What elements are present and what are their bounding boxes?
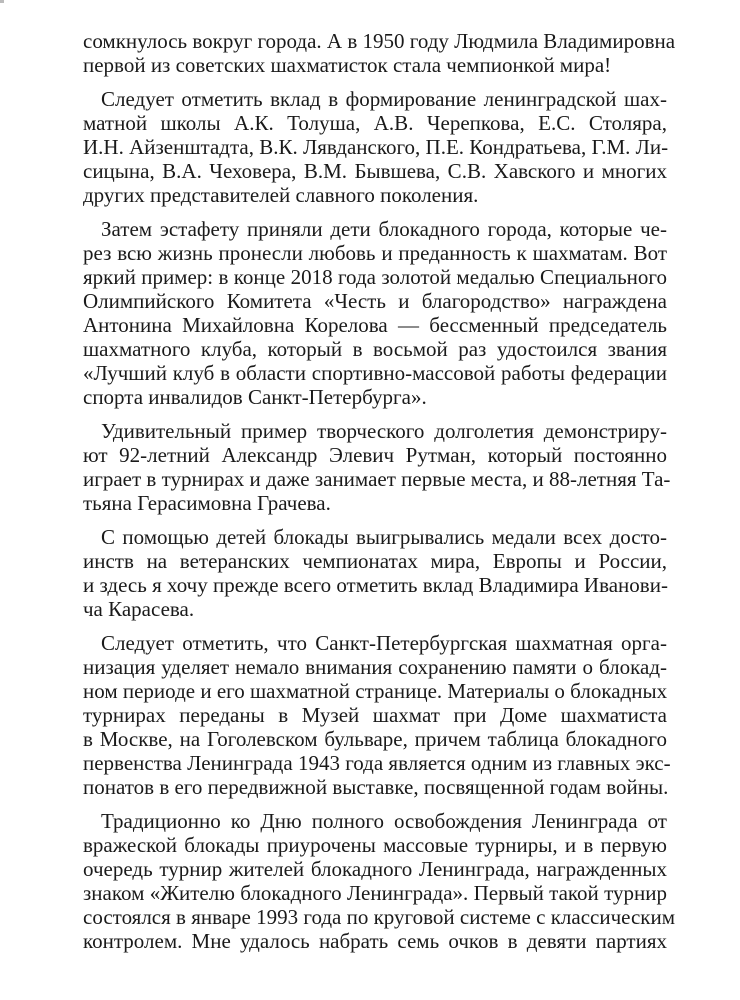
text-line: очередь турнир жителей блокадного Ленинграда, награжденных	[83, 857, 667, 881]
text-line: знаком «Жителю блокадного Ленинграда». Первый такой турнир	[83, 881, 667, 905]
text-line: Удивительный пример творческого долголетия демонстриру-	[101, 419, 667, 443]
text-line: инств на ветеранских чемпионатах мира, Европы и России,	[83, 549, 667, 573]
paragraph-gap	[83, 515, 667, 525]
text-line: шахматного клуба, который в восьмой раз удостоился звания	[83, 337, 667, 361]
text-line: ном периоде и его шахматной странице. Материалы о блокадных	[83, 679, 668, 703]
text-line: понатов в его передвижной выставке, посвященной годам войны.	[83, 775, 669, 799]
paragraph	[83, 87, 667, 207]
paragraph	[83, 419, 671, 515]
text-line: в Москве, на Гоголевском бульваре, причем таблица блокадного	[83, 727, 667, 751]
text-line: С помощью детей блокады выигрывались медали всех досто-	[101, 525, 667, 549]
text-line: сомкнулось вокруг города. А в 1950 году Людмила Владимировна	[83, 29, 676, 53]
paragraph-gap	[83, 207, 667, 217]
paragraph	[83, 809, 676, 953]
paragraph	[83, 631, 671, 799]
text-line: сицына, В.А. Чеховера, В.М. Бывшева, С.В. Хавского и многих	[83, 159, 667, 183]
text-line: ча Карасева.	[83, 597, 195, 621]
text-line: рез всю жизнь пронесли любовь и преданность к шахматам. Вот	[83, 241, 667, 265]
text-line: ют 92-летний Александр Элевич Рутман, который постоянно	[83, 443, 667, 467]
text-line: турнирах переданы в Музей шахмат при Доме шахматиста	[83, 703, 667, 727]
paragraph	[83, 525, 667, 621]
text-line: низация уделяет немало внимания сохранению памяти о блокад-	[83, 655, 667, 679]
text-line: спорта инвалидов Санкт-Петербурга».	[83, 385, 427, 409]
text-line: вражеской блокады приурочены массовые турниры, и в первую	[83, 833, 667, 857]
text-line: Следует отметить, что Санкт-Петербургская шахматная орга-	[101, 631, 667, 655]
paragraph	[83, 29, 676, 77]
text-line: первенства Ленинграда 1943 года является одним из главных экс-	[83, 751, 671, 775]
text-line: играет в турнирах и даже занимает первые места, и 88-летняя Та-	[83, 467, 671, 491]
text-line: и здесь я хочу прежде всего отметить вклад Владимира Иванови-	[83, 573, 668, 597]
paragraph-gap	[83, 77, 667, 87]
page-corner-mark	[0, 0, 4, 3]
text-line: Традиционно ко Дню полного освобождения Ленинграда от	[101, 809, 667, 833]
text-line: контролем. Мне удалось набрать семь очков в девяти партиях	[83, 929, 667, 953]
paragraph	[83, 217, 667, 409]
paragraph-gap	[83, 409, 667, 419]
text-line: состоялся в январе 1993 года по круговой системе с классическим	[83, 905, 676, 929]
text-line: Антонина Михайловна Корелова — бессменный председатель	[83, 313, 667, 337]
text-line: яркий пример: в конце 2018 года золотой медалью Специального	[83, 265, 667, 289]
text-line: первой из советских шахматисток стала чемпионкой мира!	[83, 53, 612, 77]
top-margin	[83, 0, 667, 29]
text-line: «Лучший клуб в области спортивно-массовой работы федерации	[83, 361, 667, 385]
book-page-text	[83, 0, 676, 953]
text-line: И.Н. Айзенштадта, В.К. Лявданского, П.Е. Кондратьева, Г.М. Ли-	[83, 135, 669, 159]
text-line: тьяна Герасимовна Грачева.	[83, 491, 331, 515]
text-line: Олимпийского Комитета «Честь и благородство» награждена	[83, 289, 667, 313]
text-line: Следует отметить вклад в формирование ленинградской шах-	[101, 87, 667, 111]
paragraph-gap	[83, 621, 667, 631]
text-line: матной школы А.К. Толуша, А.В. Черепкова, Е.С. Столяра,	[83, 111, 667, 135]
text-line: Затем эстафету приняли дети блокадного города, которые че-	[101, 217, 667, 241]
text-line: других представителей славного поколения.	[83, 183, 479, 207]
paragraph-gap	[83, 799, 667, 809]
